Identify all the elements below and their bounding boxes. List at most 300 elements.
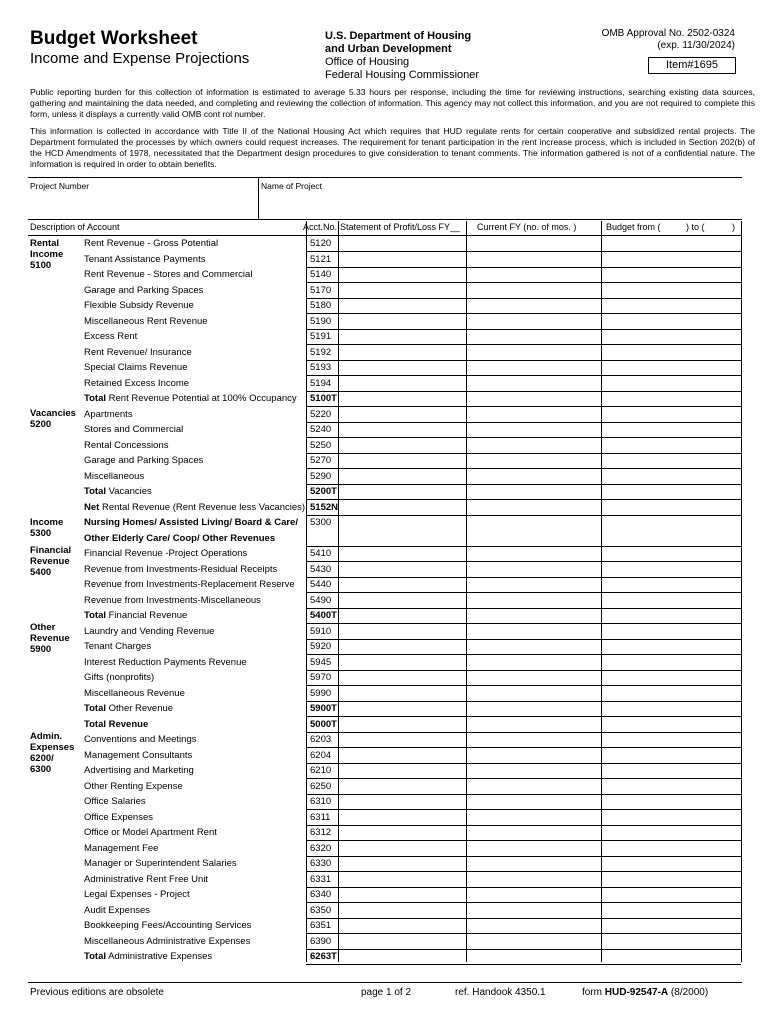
table-row [0, 779, 770, 795]
amount-input[interactable] [340, 811, 464, 824]
amount-input[interactable] [604, 237, 739, 250]
account-number: 5100T [310, 393, 337, 404]
amount-input[interactable] [469, 919, 599, 932]
account-description [84, 951, 212, 962]
account-description-bold: Total [84, 486, 106, 497]
account-description-text: Tenant Charges [84, 641, 152, 652]
amount-input[interactable] [469, 857, 599, 870]
table-row [0, 794, 770, 810]
group-other-revenue: Other Revenue 5900 [30, 622, 70, 655]
account-number: 6340 [310, 889, 332, 900]
account-description-bold: Nursing Homes/ Assisted Living/ Board & Care/ [84, 517, 298, 528]
table-row [0, 438, 770, 454]
account-description-text: Garage and Parking Spaces [84, 455, 204, 466]
amount-input[interactable] [340, 935, 464, 948]
account-number: 5300 [310, 517, 332, 528]
group-rental-income: Rental Income 5100 [30, 238, 64, 271]
amount-input[interactable] [469, 795, 599, 808]
account-description [84, 827, 217, 838]
amount-input[interactable] [604, 780, 739, 793]
amount-input[interactable] [340, 795, 464, 808]
amount-input[interactable] [604, 811, 739, 824]
amount-input[interactable] [340, 888, 464, 901]
account-number: 5000T [310, 718, 337, 730]
table-row [0, 298, 770, 314]
amount-input[interactable] [340, 749, 464, 762]
account-number: 5490 [310, 594, 332, 606]
amount-input[interactable] [340, 253, 464, 266]
amount-input[interactable] [469, 749, 599, 762]
amount-input[interactable] [340, 532, 464, 545]
table-row [0, 531, 770, 547]
col-description: Description of Account [30, 222, 120, 232]
amount-input[interactable] [604, 842, 739, 855]
account-description [84, 440, 169, 451]
account-description-bold: Total [84, 703, 106, 714]
account-description-text: Office Expenses [84, 811, 154, 823]
group-admin-expenses: Admin. Expenses 6200/ 6300 [30, 731, 75, 775]
account-description-text: Other Renting Expense [84, 780, 183, 792]
account-number: 6310 [310, 796, 332, 807]
account-number: 5152N [310, 501, 338, 513]
agency-line-1: U.S. Department of Housing [325, 30, 472, 42]
table-row [0, 624, 770, 640]
account-description-text: Retained Excess Income [84, 377, 190, 389]
account-description-text: Other Revenue [106, 703, 174, 714]
table-row [0, 500, 770, 516]
amount-input[interactable] [469, 563, 599, 576]
amount-input[interactable] [604, 640, 739, 653]
table-row [0, 345, 770, 361]
account-description-text: Flexible Subsidy Revenue [84, 300, 194, 311]
amount-input[interactable] [340, 377, 464, 390]
amount-input[interactable] [469, 392, 599, 405]
account-number: 6311 [310, 811, 331, 823]
amount-input[interactable] [604, 950, 739, 963]
table-row [0, 949, 770, 965]
account-description [84, 765, 194, 776]
account-description-text: Rental Revenue (Rent Revenue less Vacancies) [99, 501, 306, 513]
amount-input[interactable] [469, 439, 599, 452]
amount-input[interactable] [604, 764, 739, 777]
amount-input[interactable] [604, 454, 739, 467]
table-row [0, 422, 770, 438]
amount-input[interactable] [604, 377, 739, 390]
account-description [84, 300, 194, 311]
account-description [84, 285, 203, 296]
table-row [0, 732, 770, 748]
amount-input[interactable] [604, 733, 739, 746]
account-number: 5900T [310, 703, 337, 714]
account-number: 6331 [310, 873, 332, 885]
burden-statement: Public reporting burden for this collection of information is estimated to average 5.33 hours per response, including the time for reviewing instructions, searching existing data sources, gathering and maintaining the data needed, and completing and reviewing the collection of information. This agency may not collect this information, and you are not required to complete this form, unless it displays a currently valid OMB cont rol number. [30, 87, 755, 119]
amount-input[interactable] [469, 826, 599, 839]
amount-input[interactable] [340, 857, 464, 870]
account-number: 5140 [310, 269, 332, 280]
amount-input[interactable] [604, 253, 739, 266]
table-row [0, 283, 770, 299]
amount-input[interactable] [604, 656, 739, 669]
amount-input[interactable] [340, 423, 464, 436]
amount-input[interactable] [469, 718, 599, 731]
account-description [84, 920, 251, 931]
account-number: 5180 [310, 300, 332, 311]
amount-input[interactable] [604, 625, 739, 638]
amount-input[interactable] [469, 950, 599, 963]
account-description-text: Revenue from Investments-Miscellaneous [84, 594, 261, 606]
amount-input[interactable] [604, 439, 739, 452]
amount-input[interactable] [604, 547, 739, 560]
amount-input[interactable] [604, 408, 739, 421]
account-description-bold: Total Revenue [84, 718, 149, 730]
amount-input[interactable] [340, 563, 464, 576]
amount-input[interactable] [469, 299, 599, 312]
amount-input[interactable] [469, 733, 599, 746]
amount-input[interactable] [604, 687, 739, 700]
account-description-text: Revenue from Investments-Residual Receipts [84, 563, 278, 575]
project-number-label: Project Number [30, 181, 90, 191]
agency-block [325, 30, 479, 82]
amount-input[interactable] [604, 904, 739, 917]
project-name-field[interactable] [261, 193, 739, 217]
account-description [84, 688, 185, 699]
account-number: 5910 [310, 625, 332, 637]
amount-input[interactable] [604, 346, 739, 359]
account-description-text: Miscellaneous Administrative Expenses [84, 935, 251, 947]
account-description-text: Financial Revenue -Project Operations [84, 548, 248, 559]
account-description [84, 672, 154, 683]
account-description-text: Administrative Rent Free Unit [84, 873, 209, 885]
account-number: 5192 [310, 346, 332, 358]
amount-input[interactable] [469, 423, 599, 436]
account-description-bold: Other Elderly Care/ Coop/ Other Revenues [84, 532, 276, 544]
amount-input[interactable] [469, 485, 599, 498]
table-row [0, 701, 770, 717]
amount-input[interactable] [604, 935, 739, 948]
amount-input[interactable] [340, 625, 464, 638]
amount-input[interactable] [469, 268, 599, 281]
account-number: 5120 [310, 238, 332, 249]
account-description-text: Administrative Expenses [106, 951, 213, 962]
account-number: 6263T [310, 951, 337, 962]
footer-handbook: ref. Handook 4350.1 [455, 987, 546, 998]
account-description-text: Management Consultants [84, 749, 193, 761]
amount-input[interactable] [340, 439, 464, 452]
account-number: 5191 [310, 331, 332, 342]
amount-input[interactable] [604, 330, 739, 343]
amount-input[interactable] [469, 516, 599, 529]
amount-input[interactable] [469, 237, 599, 250]
amount-input[interactable] [469, 284, 599, 297]
amount-input[interactable] [340, 485, 464, 498]
col-current-fy: Current FY (no. of mos. ) [477, 222, 577, 232]
amount-input[interactable] [340, 346, 464, 359]
account-description-text: Miscellaneous Rent Revenue [84, 315, 208, 327]
amount-input[interactable] [604, 299, 739, 312]
account-description-text: Vacancies [106, 486, 152, 497]
account-description-bold: Total [84, 393, 106, 404]
account-description [84, 409, 133, 420]
table-row [0, 686, 770, 702]
amount-input[interactable] [604, 501, 739, 514]
amount-input[interactable] [604, 795, 739, 808]
account-number: 5240 [310, 424, 332, 435]
account-number: 5290 [310, 470, 332, 482]
amount-input[interactable] [340, 594, 464, 607]
amount-input[interactable] [604, 392, 739, 405]
amount-input[interactable] [469, 656, 599, 669]
account-description [84, 734, 197, 745]
amount-input[interactable] [469, 501, 599, 514]
amount-input[interactable] [340, 392, 464, 405]
account-description [84, 858, 237, 869]
table-row [0, 577, 770, 593]
account-description [84, 905, 150, 916]
amount-input[interactable] [340, 826, 464, 839]
amount-input[interactable] [340, 656, 464, 669]
amount-input[interactable] [340, 454, 464, 467]
amount-input[interactable] [469, 888, 599, 901]
amount-input[interactable] [469, 764, 599, 777]
account-description-text: Apartments [84, 408, 133, 420]
account-number: 6204 [310, 749, 332, 761]
amount-input[interactable] [469, 671, 599, 684]
account-description-text: Stores and Commercial [84, 424, 184, 435]
amount-input[interactable] [469, 346, 599, 359]
table-row [0, 329, 770, 345]
amount-input[interactable] [340, 470, 464, 483]
project-name-label: Name of Project [261, 181, 322, 191]
amount-input[interactable] [469, 702, 599, 715]
account-description-bold: Total [84, 951, 106, 962]
amount-input[interactable] [340, 950, 464, 963]
amount-input[interactable] [340, 547, 464, 560]
account-number: 6250 [310, 780, 332, 792]
amount-input[interactable] [469, 904, 599, 917]
account-number: 5121 [310, 253, 332, 265]
table-row [0, 376, 770, 392]
amount-input[interactable] [469, 811, 599, 824]
amount-input[interactable] [469, 873, 599, 886]
amount-input[interactable] [469, 315, 599, 328]
amount-input[interactable] [469, 687, 599, 700]
amount-input[interactable] [604, 888, 739, 901]
account-description [84, 750, 192, 761]
table-row [0, 856, 770, 872]
amount-input[interactable] [340, 237, 464, 250]
table-row [0, 608, 770, 624]
account-number: 5220 [310, 408, 332, 420]
table-row [0, 391, 770, 407]
amount-input[interactable] [604, 826, 739, 839]
account-description-text: Office or Model Apartment Rent [84, 827, 217, 838]
amount-input[interactable] [340, 640, 464, 653]
page-title: Budget Worksheet [30, 28, 198, 49]
amount-input[interactable] [469, 408, 599, 421]
agency-line-4: Federal Housing Commissioner [325, 69, 480, 81]
footer-page: page 1 of 2 [361, 987, 412, 998]
amount-input[interactable] [469, 842, 599, 855]
row-rule [601, 964, 741, 965]
project-number-field[interactable] [30, 193, 256, 217]
amount-input[interactable] [604, 702, 739, 715]
amount-input[interactable] [469, 330, 599, 343]
amount-input[interactable] [340, 733, 464, 746]
amount-input[interactable] [469, 470, 599, 483]
account-description-text: Manager or Superintendent Salaries [84, 858, 237, 869]
amount-input[interactable] [340, 702, 464, 715]
table-row [0, 546, 770, 562]
amount-input[interactable] [469, 935, 599, 948]
account-description [84, 486, 152, 497]
amount-input[interactable] [340, 842, 464, 855]
amount-input[interactable] [604, 578, 739, 591]
amount-input[interactable] [604, 532, 739, 545]
account-number: 5430 [310, 563, 332, 575]
amount-input[interactable] [340, 873, 464, 886]
account-number: 5970 [310, 672, 332, 683]
amount-input[interactable] [469, 361, 599, 374]
footer-obsolete: Previous editions are obsolete [30, 987, 164, 998]
amount-input[interactable] [340, 609, 464, 622]
amount-input[interactable] [604, 268, 739, 281]
footer-form-number: HUD-92547-A [604, 987, 669, 998]
amount-input[interactable] [340, 578, 464, 591]
footer-form-prefix: form [582, 987, 602, 998]
amount-input[interactable] [469, 625, 599, 638]
amount-input[interactable] [340, 268, 464, 281]
account-description [84, 796, 146, 807]
table-row [0, 484, 770, 500]
amount-input[interactable] [604, 485, 739, 498]
amount-input[interactable] [469, 780, 599, 793]
amount-input[interactable] [469, 253, 599, 266]
account-description-text: Rent Revenue/ Insurance [84, 346, 192, 358]
amount-input[interactable] [340, 501, 464, 514]
table-row [0, 453, 770, 469]
table-row [0, 872, 770, 888]
amount-input[interactable] [340, 904, 464, 917]
amount-input[interactable] [604, 671, 739, 684]
account-description [84, 502, 305, 513]
table-row [0, 717, 770, 733]
amount-input[interactable] [604, 718, 739, 731]
account-description [84, 703, 173, 714]
account-description [84, 471, 144, 482]
account-number: 5270 [310, 455, 332, 466]
account-description [84, 874, 208, 885]
table-row [0, 670, 770, 686]
amount-input[interactable] [469, 532, 599, 545]
amount-input[interactable] [469, 454, 599, 467]
amount-input[interactable] [340, 718, 464, 731]
amount-input[interactable] [604, 609, 739, 622]
amount-input[interactable] [604, 594, 739, 607]
account-description [84, 719, 148, 730]
amount-input[interactable] [340, 516, 464, 529]
amount-input[interactable] [340, 408, 464, 421]
table-row [0, 360, 770, 376]
amount-input[interactable] [340, 361, 464, 374]
account-description-text: Garage and Parking Spaces [84, 284, 204, 296]
amount-input[interactable] [604, 749, 739, 762]
table-row [0, 407, 770, 423]
amount-input[interactable] [604, 873, 739, 886]
amount-input[interactable] [469, 578, 599, 591]
amount-input[interactable] [604, 470, 739, 483]
amount-input[interactable] [604, 563, 739, 576]
account-description-text: Rental Concessions [84, 439, 169, 451]
amount-input[interactable] [340, 687, 464, 700]
amount-input[interactable] [340, 330, 464, 343]
amount-input[interactable] [604, 516, 739, 529]
account-number: 5190 [310, 315, 332, 327]
account-description [84, 610, 187, 621]
amount-input[interactable] [340, 764, 464, 777]
group-vacancies: Vacancies 5200 [30, 408, 76, 430]
account-description [84, 378, 189, 389]
omb-approval [602, 28, 735, 52]
amount-input[interactable] [604, 919, 739, 932]
account-description-text: Rent Revenue - Stores and Commercial [84, 269, 253, 280]
account-description [84, 595, 261, 606]
amount-input[interactable] [469, 377, 599, 390]
amount-input[interactable] [604, 857, 739, 870]
row-rule [466, 964, 601, 965]
amount-input[interactable] [469, 609, 599, 622]
table-row [0, 515, 770, 531]
amount-input[interactable] [340, 780, 464, 793]
amount-input[interactable] [340, 671, 464, 684]
col-budget-from: Budget from ( [606, 222, 661, 232]
amount-input[interactable] [469, 547, 599, 560]
amount-input[interactable] [340, 284, 464, 297]
account-description-text: Audit Expenses [84, 904, 151, 916]
account-number: 6351 [310, 920, 332, 931]
account-description-text: Laundry and Vending Revenue [84, 625, 215, 637]
amount-input[interactable] [340, 315, 464, 328]
amount-input[interactable] [469, 640, 599, 653]
page-subtitle: Income and Expense Projections [30, 50, 250, 67]
account-description [84, 564, 277, 575]
account-description-text: Office Salaries [84, 796, 146, 807]
amount-input[interactable] [340, 299, 464, 312]
amount-input[interactable] [604, 284, 739, 297]
account-description-text: Rent Revenue - Gross Potential [84, 238, 219, 249]
amount-input[interactable] [469, 594, 599, 607]
account-description [84, 812, 153, 823]
account-number: 5400T [310, 610, 337, 621]
group-financial-revenue: Financial Revenue 5400 [30, 545, 72, 578]
account-description [84, 889, 190, 900]
account-description [84, 316, 208, 327]
account-description [84, 269, 252, 280]
amount-input[interactable] [604, 361, 739, 374]
agency-line-3: Office of Housing [325, 56, 410, 68]
account-description-text: Revenue from Investments-Replacement Reserve [84, 579, 295, 590]
amount-input[interactable] [340, 919, 464, 932]
amount-input[interactable] [604, 423, 739, 436]
amount-input[interactable] [604, 315, 739, 328]
account-description-text: Excess Rent [84, 331, 138, 342]
omb-number: OMB Approval No. 2502-0324 [601, 28, 735, 39]
account-description [84, 781, 183, 792]
account-description-text: Gifts (nonprofits) [84, 672, 155, 683]
account-number: 5440 [310, 579, 332, 590]
col-budget-close: ) [732, 222, 735, 232]
col-acct-no: Acct.No. [303, 222, 338, 232]
group-income: Income 5300 [30, 517, 64, 539]
